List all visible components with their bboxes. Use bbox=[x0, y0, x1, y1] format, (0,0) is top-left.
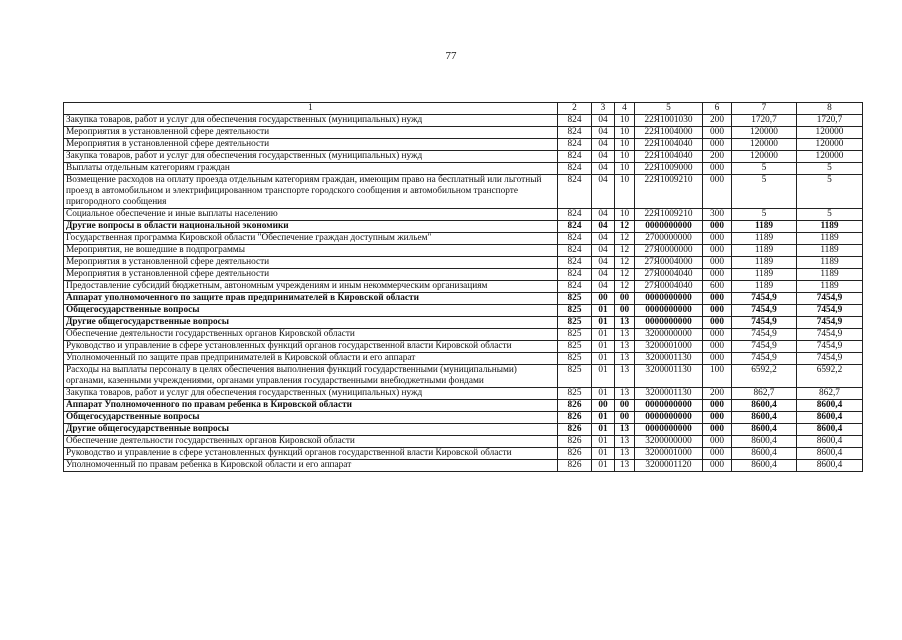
row-amount-col8: 8600,4 bbox=[797, 400, 863, 412]
row-ministry-code: 826 bbox=[558, 412, 592, 424]
row-ministry-code: 824 bbox=[558, 269, 592, 281]
row-name-cell: Мероприятия в установленной сфере деятельности bbox=[64, 139, 558, 151]
row-section-code: 04 bbox=[592, 269, 615, 281]
row-amount-col8: 7454,9 bbox=[797, 353, 863, 365]
header-cell: 2 bbox=[558, 103, 592, 115]
row-name-cell: Аппарат Уполномоченного по правам ребенка в Кировской области bbox=[64, 400, 558, 412]
table-row bbox=[64, 151, 863, 163]
row-amount-col8: 7454,9 bbox=[797, 317, 863, 329]
row-expense-type-code: 000 bbox=[703, 400, 732, 412]
row-target-code: 27Я0004040 bbox=[635, 281, 703, 293]
row-amount-col7: 5 bbox=[732, 175, 797, 209]
header-cell: 3 bbox=[592, 103, 615, 115]
row-expense-type-code: 000 bbox=[703, 317, 732, 329]
row-amount-col7: 1189 bbox=[732, 245, 797, 257]
header-cell: 1 bbox=[64, 103, 558, 115]
row-amount-col7: 1189 bbox=[732, 281, 797, 293]
row-amount-col7: 7454,9 bbox=[732, 293, 797, 305]
header-cell: 7 bbox=[732, 103, 797, 115]
row-ministry-code: 825 bbox=[558, 329, 592, 341]
row-expense-type-code: 000 bbox=[703, 127, 732, 139]
row-amount-col7: 5 bbox=[732, 209, 797, 221]
row-subsection-code: 12 bbox=[615, 221, 635, 233]
row-section-code: 04 bbox=[592, 221, 615, 233]
row-target-code: 0000000000 bbox=[635, 412, 703, 424]
row-subsection-code: 13 bbox=[615, 388, 635, 400]
row-amount-col8: 1720,7 bbox=[797, 115, 863, 127]
row-ministry-code: 824 bbox=[558, 245, 592, 257]
row-amount-col8: 8600,4 bbox=[797, 424, 863, 436]
row-amount-col8: 120000 bbox=[797, 127, 863, 139]
row-target-code: 27Я0004000 bbox=[635, 257, 703, 269]
row-amount-col7: 8600,4 bbox=[732, 448, 797, 460]
row-subsection-code: 13 bbox=[615, 424, 635, 436]
row-ministry-code: 826 bbox=[558, 460, 592, 472]
table-row bbox=[64, 281, 863, 293]
row-ministry-code: 824 bbox=[558, 127, 592, 139]
row-target-code: 22Я1001030 bbox=[635, 115, 703, 127]
row-section-code: 01 bbox=[592, 353, 615, 365]
row-section-code: 04 bbox=[592, 139, 615, 151]
row-name-cell: Уполномоченный по защите прав предпринимателей в Кировской области и его аппарат bbox=[64, 353, 558, 365]
header-cell: 4 bbox=[615, 103, 635, 115]
table-row bbox=[64, 341, 863, 353]
row-amount-col8: 5 bbox=[797, 175, 863, 209]
row-target-code: 3200001000 bbox=[635, 448, 703, 460]
row-ministry-code: 824 bbox=[558, 281, 592, 293]
row-section-code: 04 bbox=[592, 257, 615, 269]
row-expense-type-code: 000 bbox=[703, 163, 732, 175]
row-name-cell: Аппарат уполномоченного по защите прав предпринимателей в Кировской области bbox=[64, 293, 558, 305]
row-subsection-code: 13 bbox=[615, 448, 635, 460]
row-ministry-code: 824 bbox=[558, 115, 592, 127]
row-subsection-code: 13 bbox=[615, 460, 635, 472]
row-amount-col7: 7454,9 bbox=[732, 317, 797, 329]
row-amount-col7: 8600,4 bbox=[732, 400, 797, 412]
row-amount-col8: 6592,2 bbox=[797, 365, 863, 388]
row-expense-type-code: 000 bbox=[703, 233, 732, 245]
row-ministry-code: 825 bbox=[558, 388, 592, 400]
row-amount-col7: 8600,4 bbox=[732, 424, 797, 436]
row-subsection-code: 10 bbox=[615, 175, 635, 209]
row-target-code: 22Я1004040 bbox=[635, 139, 703, 151]
table-row bbox=[64, 305, 863, 317]
row-name-cell: Общегосударственные вопросы bbox=[64, 412, 558, 424]
row-subsection-code: 00 bbox=[615, 305, 635, 317]
row-subsection-code: 12 bbox=[615, 257, 635, 269]
row-expense-type-code: 600 bbox=[703, 281, 732, 293]
row-name-cell: Другие общегосударственные вопросы bbox=[64, 424, 558, 436]
table-row bbox=[64, 317, 863, 329]
row-amount-col7: 1189 bbox=[732, 233, 797, 245]
row-section-code: 01 bbox=[592, 436, 615, 448]
row-target-code: 0000000000 bbox=[635, 221, 703, 233]
row-ministry-code: 825 bbox=[558, 305, 592, 317]
row-name-cell: Закупка товаров, работ и услуг для обеспечения государственных (муниципальных) нужд bbox=[64, 151, 558, 163]
header-cell: 6 bbox=[703, 103, 732, 115]
row-target-code: 22Я1004000 bbox=[635, 127, 703, 139]
row-expense-type-code: 000 bbox=[703, 353, 732, 365]
row-subsection-code: 10 bbox=[615, 151, 635, 163]
row-name-cell: Возмещение расходов на оплату проезда отдельным категориям граждан, имеющим право на бесплатный или льготный проезд в автомобильном и электрифицированном транспорте городского сообщения и автомобильном транспорте пригородного сообщения bbox=[64, 175, 558, 209]
table-row bbox=[64, 329, 863, 341]
row-expense-type-code: 000 bbox=[703, 221, 732, 233]
row-target-code: 3200001130 bbox=[635, 388, 703, 400]
row-name-cell: Расходы на выплаты персоналу в целях обеспечения выполнения функций государственными (муниципальными) органами, казенными учреждениями, органами управления государственными внебюджетными фондами bbox=[64, 365, 558, 388]
row-section-code: 04 bbox=[592, 151, 615, 163]
row-amount-col7: 8600,4 bbox=[732, 436, 797, 448]
row-section-code: 04 bbox=[592, 245, 615, 257]
table-row bbox=[64, 257, 863, 269]
table-row bbox=[64, 436, 863, 448]
budget-table bbox=[63, 102, 863, 472]
row-section-code: 04 bbox=[592, 175, 615, 209]
table-row bbox=[64, 400, 863, 412]
row-subsection-code: 10 bbox=[615, 139, 635, 151]
row-amount-col8: 8600,4 bbox=[797, 448, 863, 460]
row-section-code: 01 bbox=[592, 424, 615, 436]
row-target-code: 3200000000 bbox=[635, 436, 703, 448]
row-subsection-code: 00 bbox=[615, 412, 635, 424]
row-target-code: 22Я1009000 bbox=[635, 163, 703, 175]
row-expense-type-code: 000 bbox=[703, 412, 732, 424]
table-row bbox=[64, 388, 863, 400]
row-target-code: 0000000000 bbox=[635, 317, 703, 329]
header-cell: 5 bbox=[635, 103, 703, 115]
table-row bbox=[64, 293, 863, 305]
row-section-code: 01 bbox=[592, 329, 615, 341]
table-row bbox=[64, 448, 863, 460]
row-expense-type-code: 000 bbox=[703, 341, 732, 353]
row-section-code: 01 bbox=[592, 365, 615, 388]
row-expense-type-code: 000 bbox=[703, 245, 732, 257]
row-amount-col7: 1189 bbox=[732, 269, 797, 281]
table-row bbox=[64, 353, 863, 365]
row-ministry-code: 825 bbox=[558, 353, 592, 365]
row-amount-col7: 120000 bbox=[732, 127, 797, 139]
row-subsection-code: 13 bbox=[615, 353, 635, 365]
row-amount-col8: 8600,4 bbox=[797, 436, 863, 448]
row-ministry-code: 824 bbox=[558, 139, 592, 151]
row-amount-col7: 1189 bbox=[732, 221, 797, 233]
row-section-code: 01 bbox=[592, 317, 615, 329]
row-target-code: 3200001130 bbox=[635, 353, 703, 365]
row-section-code: 01 bbox=[592, 460, 615, 472]
table-header-row bbox=[64, 103, 863, 115]
table-row bbox=[64, 139, 863, 151]
row-name-cell: Социальное обеспечение и иные выплаты населению bbox=[64, 209, 558, 221]
row-name-cell: Уполномоченный по правам ребенка в Кировской области и его аппарат bbox=[64, 460, 558, 472]
row-name-cell: Другие общегосударственные вопросы bbox=[64, 317, 558, 329]
row-expense-type-code: 000 bbox=[703, 139, 732, 151]
header-cell: 8 bbox=[797, 103, 863, 115]
table-row bbox=[64, 127, 863, 139]
row-expense-type-code: 200 bbox=[703, 151, 732, 163]
row-amount-col7: 5 bbox=[732, 163, 797, 175]
row-subsection-code: 12 bbox=[615, 281, 635, 293]
table-row bbox=[64, 269, 863, 281]
row-expense-type-code: 000 bbox=[703, 329, 732, 341]
row-amount-col7: 6592,2 bbox=[732, 365, 797, 388]
row-subsection-code: 12 bbox=[615, 269, 635, 281]
row-amount-col8: 1189 bbox=[797, 221, 863, 233]
row-amount-col7: 8600,4 bbox=[732, 412, 797, 424]
row-section-code: 00 bbox=[592, 293, 615, 305]
row-amount-col7: 120000 bbox=[732, 139, 797, 151]
row-target-code: 22Я1009210 bbox=[635, 209, 703, 221]
row-expense-type-code: 000 bbox=[703, 269, 732, 281]
row-ministry-code: 826 bbox=[558, 424, 592, 436]
row-subsection-code: 13 bbox=[615, 329, 635, 341]
row-expense-type-code: 300 bbox=[703, 209, 732, 221]
row-amount-col7: 8600,4 bbox=[732, 460, 797, 472]
row-target-code: 22Я1004040 bbox=[635, 151, 703, 163]
row-target-code: 3200000000 bbox=[635, 329, 703, 341]
row-amount-col8: 7454,9 bbox=[797, 293, 863, 305]
table-row bbox=[64, 175, 863, 209]
row-section-code: 01 bbox=[592, 341, 615, 353]
row-amount-col7: 7454,9 bbox=[732, 305, 797, 317]
row-amount-col8: 862,7 bbox=[797, 388, 863, 400]
row-section-code: 04 bbox=[592, 163, 615, 175]
row-amount-col8: 7454,9 bbox=[797, 305, 863, 317]
row-target-code: 22Я1009210 bbox=[635, 175, 703, 209]
row-target-code: 27Я0004040 bbox=[635, 269, 703, 281]
row-ministry-code: 825 bbox=[558, 293, 592, 305]
row-amount-col7: 862,7 bbox=[732, 388, 797, 400]
table-row bbox=[64, 460, 863, 472]
row-name-cell: Предоставление субсидий бюджетным, автономным учреждениям и иным некоммерческим организациям bbox=[64, 281, 558, 293]
row-name-cell: Мероприятия в установленной сфере деятельности bbox=[64, 257, 558, 269]
row-target-code: 3200001000 bbox=[635, 341, 703, 353]
row-subsection-code: 10 bbox=[615, 209, 635, 221]
row-ministry-code: 825 bbox=[558, 341, 592, 353]
row-amount-col8: 7454,9 bbox=[797, 341, 863, 353]
row-amount-col8: 8600,4 bbox=[797, 412, 863, 424]
row-expense-type-code: 000 bbox=[703, 293, 732, 305]
row-amount-col8: 8600,4 bbox=[797, 460, 863, 472]
table-row bbox=[64, 233, 863, 245]
row-ministry-code: 824 bbox=[558, 221, 592, 233]
row-name-cell: Выплаты отдельным категориям граждан bbox=[64, 163, 558, 175]
row-section-code: 04 bbox=[592, 127, 615, 139]
row-target-code: 3200001120 bbox=[635, 460, 703, 472]
row-target-code: 27Я0000000 bbox=[635, 245, 703, 257]
row-amount-col8: 5 bbox=[797, 209, 863, 221]
row-section-code: 04 bbox=[592, 209, 615, 221]
row-expense-type-code: 000 bbox=[703, 424, 732, 436]
page-number: 77 bbox=[445, 50, 457, 62]
row-target-code: 2700000000 bbox=[635, 233, 703, 245]
row-subsection-code: 13 bbox=[615, 365, 635, 388]
row-ministry-code: 826 bbox=[558, 448, 592, 460]
row-amount-col8: 1189 bbox=[797, 257, 863, 269]
row-amount-col8: 5 bbox=[797, 163, 863, 175]
row-amount-col8: 1189 bbox=[797, 281, 863, 293]
row-ministry-code: 824 bbox=[558, 163, 592, 175]
row-subsection-code: 13 bbox=[615, 341, 635, 353]
table-row bbox=[64, 412, 863, 424]
row-name-cell: Руководство и управление в сфере установленных функций органов государственной власти Кировской области bbox=[64, 341, 558, 353]
row-name-cell: Мероприятия в установленной сфере деятельности bbox=[64, 269, 558, 281]
row-section-code: 01 bbox=[592, 448, 615, 460]
row-subsection-code: 12 bbox=[615, 233, 635, 245]
row-name-cell: Другие вопросы в области национальной экономики bbox=[64, 221, 558, 233]
row-expense-type-code: 200 bbox=[703, 388, 732, 400]
row-ministry-code: 824 bbox=[558, 257, 592, 269]
row-ministry-code: 825 bbox=[558, 365, 592, 388]
row-expense-type-code: 000 bbox=[703, 460, 732, 472]
row-subsection-code: 00 bbox=[615, 293, 635, 305]
row-amount-col8: 120000 bbox=[797, 151, 863, 163]
row-amount-col7: 7454,9 bbox=[732, 341, 797, 353]
row-name-cell: Обеспечение деятельности государственных органов Кировской области bbox=[64, 329, 558, 341]
row-name-cell: Руководство и управление в сфере установленных функций органов государственной власти Кировской области bbox=[64, 448, 558, 460]
row-target-code: 0000000000 bbox=[635, 305, 703, 317]
table-row bbox=[64, 209, 863, 221]
row-name-cell: Мероприятия в установленной сфере деятельности bbox=[64, 127, 558, 139]
table-row bbox=[64, 245, 863, 257]
row-amount-col8: 1189 bbox=[797, 233, 863, 245]
row-ministry-code: 825 bbox=[558, 317, 592, 329]
row-expense-type-code: 100 bbox=[703, 365, 732, 388]
row-subsection-code: 12 bbox=[615, 245, 635, 257]
row-section-code: 01 bbox=[592, 305, 615, 317]
row-subsection-code: 10 bbox=[615, 115, 635, 127]
row-expense-type-code: 000 bbox=[703, 175, 732, 209]
row-amount-col8: 1189 bbox=[797, 245, 863, 257]
row-subsection-code: 10 bbox=[615, 163, 635, 175]
row-section-code: 01 bbox=[592, 388, 615, 400]
row-name-cell: Общегосударственные вопросы bbox=[64, 305, 558, 317]
row-ministry-code: 826 bbox=[558, 400, 592, 412]
table-row bbox=[64, 221, 863, 233]
row-target-code: 0000000000 bbox=[635, 293, 703, 305]
row-expense-type-code: 000 bbox=[703, 305, 732, 317]
row-amount-col7: 1189 bbox=[732, 257, 797, 269]
row-name-cell: Закупка товаров, работ и услуг для обеспечения государственных (муниципальных) нужд bbox=[64, 115, 558, 127]
row-ministry-code: 824 bbox=[558, 209, 592, 221]
row-section-code: 00 bbox=[592, 400, 615, 412]
row-target-code: 0000000000 bbox=[635, 400, 703, 412]
row-ministry-code: 824 bbox=[558, 151, 592, 163]
row-ministry-code: 824 bbox=[558, 233, 592, 245]
table-row bbox=[64, 163, 863, 175]
row-ministry-code: 826 bbox=[558, 436, 592, 448]
row-amount-col8: 7454,9 bbox=[797, 329, 863, 341]
row-name-cell: Государственная программа Кировской области "Обеспечение граждан доступным жильем" bbox=[64, 233, 558, 245]
table-row bbox=[64, 115, 863, 127]
table-row bbox=[64, 424, 863, 436]
row-subsection-code: 13 bbox=[615, 436, 635, 448]
row-amount-col7: 7454,9 bbox=[732, 353, 797, 365]
row-subsection-code: 10 bbox=[615, 127, 635, 139]
row-expense-type-code: 200 bbox=[703, 115, 732, 127]
row-amount-col8: 120000 bbox=[797, 139, 863, 151]
row-expense-type-code: 000 bbox=[703, 257, 732, 269]
row-section-code: 01 bbox=[592, 412, 615, 424]
row-name-cell: Закупка товаров, работ и услуг для обеспечения государственных (муниципальных) нужд bbox=[64, 388, 558, 400]
row-expense-type-code: 000 bbox=[703, 436, 732, 448]
row-name-cell: Мероприятия, не вошедшие в подпрограммы bbox=[64, 245, 558, 257]
row-subsection-code: 00 bbox=[615, 400, 635, 412]
row-target-code: 0000000000 bbox=[635, 424, 703, 436]
row-name-cell: Обеспечение деятельности государственных органов Кировской области bbox=[64, 436, 558, 448]
row-section-code: 04 bbox=[592, 281, 615, 293]
row-amount-col8: 1189 bbox=[797, 269, 863, 281]
row-section-code: 04 bbox=[592, 115, 615, 127]
row-amount-col7: 1720,7 bbox=[732, 115, 797, 127]
row-amount-col7: 7454,9 bbox=[732, 329, 797, 341]
table-row bbox=[64, 365, 863, 388]
row-expense-type-code: 000 bbox=[703, 448, 732, 460]
row-amount-col7: 120000 bbox=[732, 151, 797, 163]
row-ministry-code: 824 bbox=[558, 175, 592, 209]
row-section-code: 04 bbox=[592, 233, 615, 245]
row-target-code: 3200001130 bbox=[635, 365, 703, 388]
row-subsection-code: 13 bbox=[615, 317, 635, 329]
